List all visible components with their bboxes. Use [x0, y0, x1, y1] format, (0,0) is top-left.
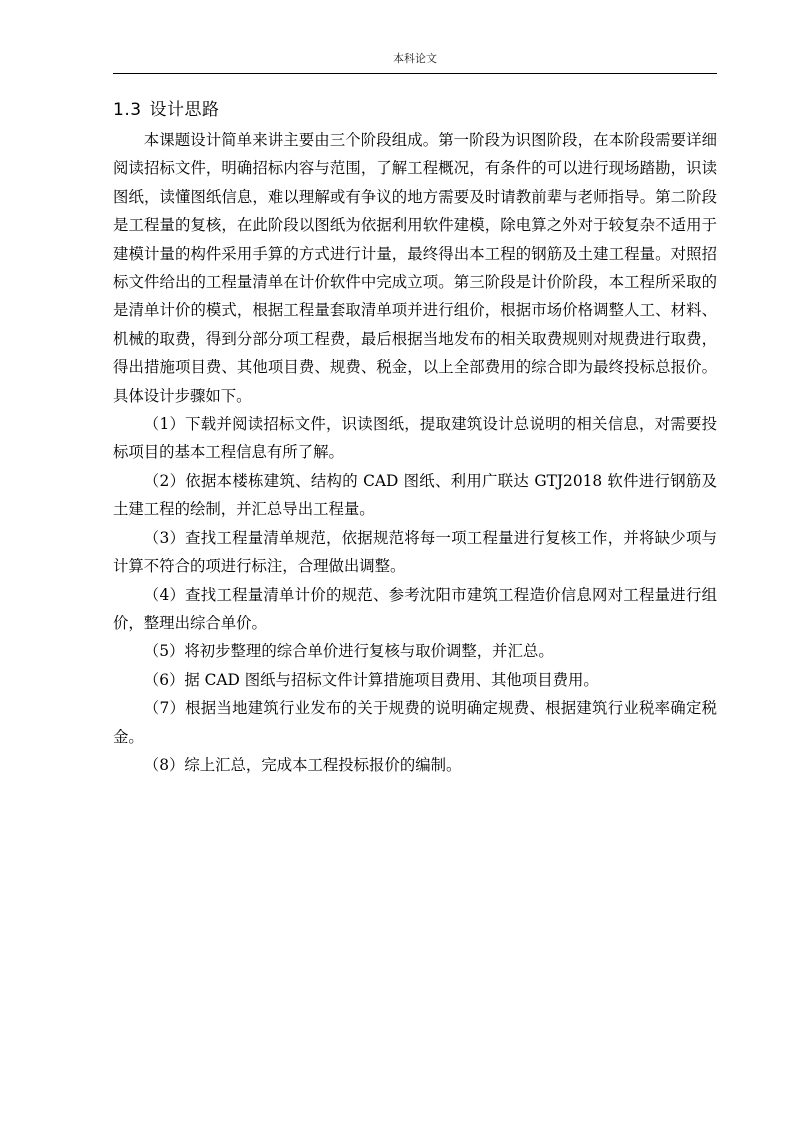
step-1-paragraph: （1）下载并阅读招标文件，识读图纸，提取建筑设计总说明的相关信息，对需要投标项目的基本工程信息有所了解。: [113, 415, 717, 462]
header-divider: [113, 73, 717, 74]
section-body: [113, 126, 717, 779]
step-3-paragraph: （3）查找工程量清单规范，依据规范将每一项工程量进行复核工作，并将缺少项与计算不符合的项进行标注，合理做出调整。: [113, 528, 717, 576]
step-6-paragraph: （6）据 CAD 图纸与招标文件计算措施项目费用、其他项目费用。: [143, 670, 599, 689]
step-4-paragraph: （4）查找工程量清单计价的规范、参考沈阳市建筑工程造价信息网对工程量进行组价，整理出综合单价。: [113, 585, 717, 632]
step-8-paragraph: （8）综上汇总，完成本工程投标报价的编制。: [143, 755, 462, 774]
section-title: 设计思路: [149, 100, 220, 120]
section-number: 1.3: [113, 100, 142, 120]
step-2-paragraph: （2）依据本楼栋建筑、结构的 CAD 图纸、利用广联达 GTJ2018 软件进行钢筋及土建工程的绘制，并汇总导出工程量。: [113, 471, 717, 519]
section-heading: [113, 96, 220, 124]
step-7-paragraph: （7）根据当地建筑行业发布的关于规费的说明确定规费、根据建筑行业税率确定税金。: [113, 699, 717, 746]
step-5-paragraph: （5）将初步整理的综合单价进行复核与取价调整，并汇总。: [143, 642, 554, 661]
page-header: 本科论文: [393, 52, 437, 65]
intro-paragraph: 本课题设计简单来讲主要由三个阶段组成。第一阶段为识图阶段，在本阶段需要详细阅读招标文件，明确招标内容与范围，了解工程概况，有条件的可以进行现场踏勘，识读图纸，读懂图纸信息，难以理解或有争议的地方需要及时请教前辈与老师指导。第二阶段是工程量的复核，在此阶段以图纸为依据利用软件建模，除电算之外对于较复杂不适用于建模计量的构件采用手算的方式进行计量，最终得出本工程的钢筋及土建工程量。对照招标文件给出的工程量清单在计价软件中完成立项。第三阶段是计价阶段，本工程所采取的是清单计价的模式，根据工程量套取清单项并进行组价，根据市场价格调整人工、材料、机械的取费，得到分部分项工程费，最后根据当地发布的相关取费规则对规费进行取费，得出措施项目费、其他项目费、规费、税金，以上全部费用的综合即为最终投标总报价。具体设计步骤如下。: [113, 131, 717, 405]
